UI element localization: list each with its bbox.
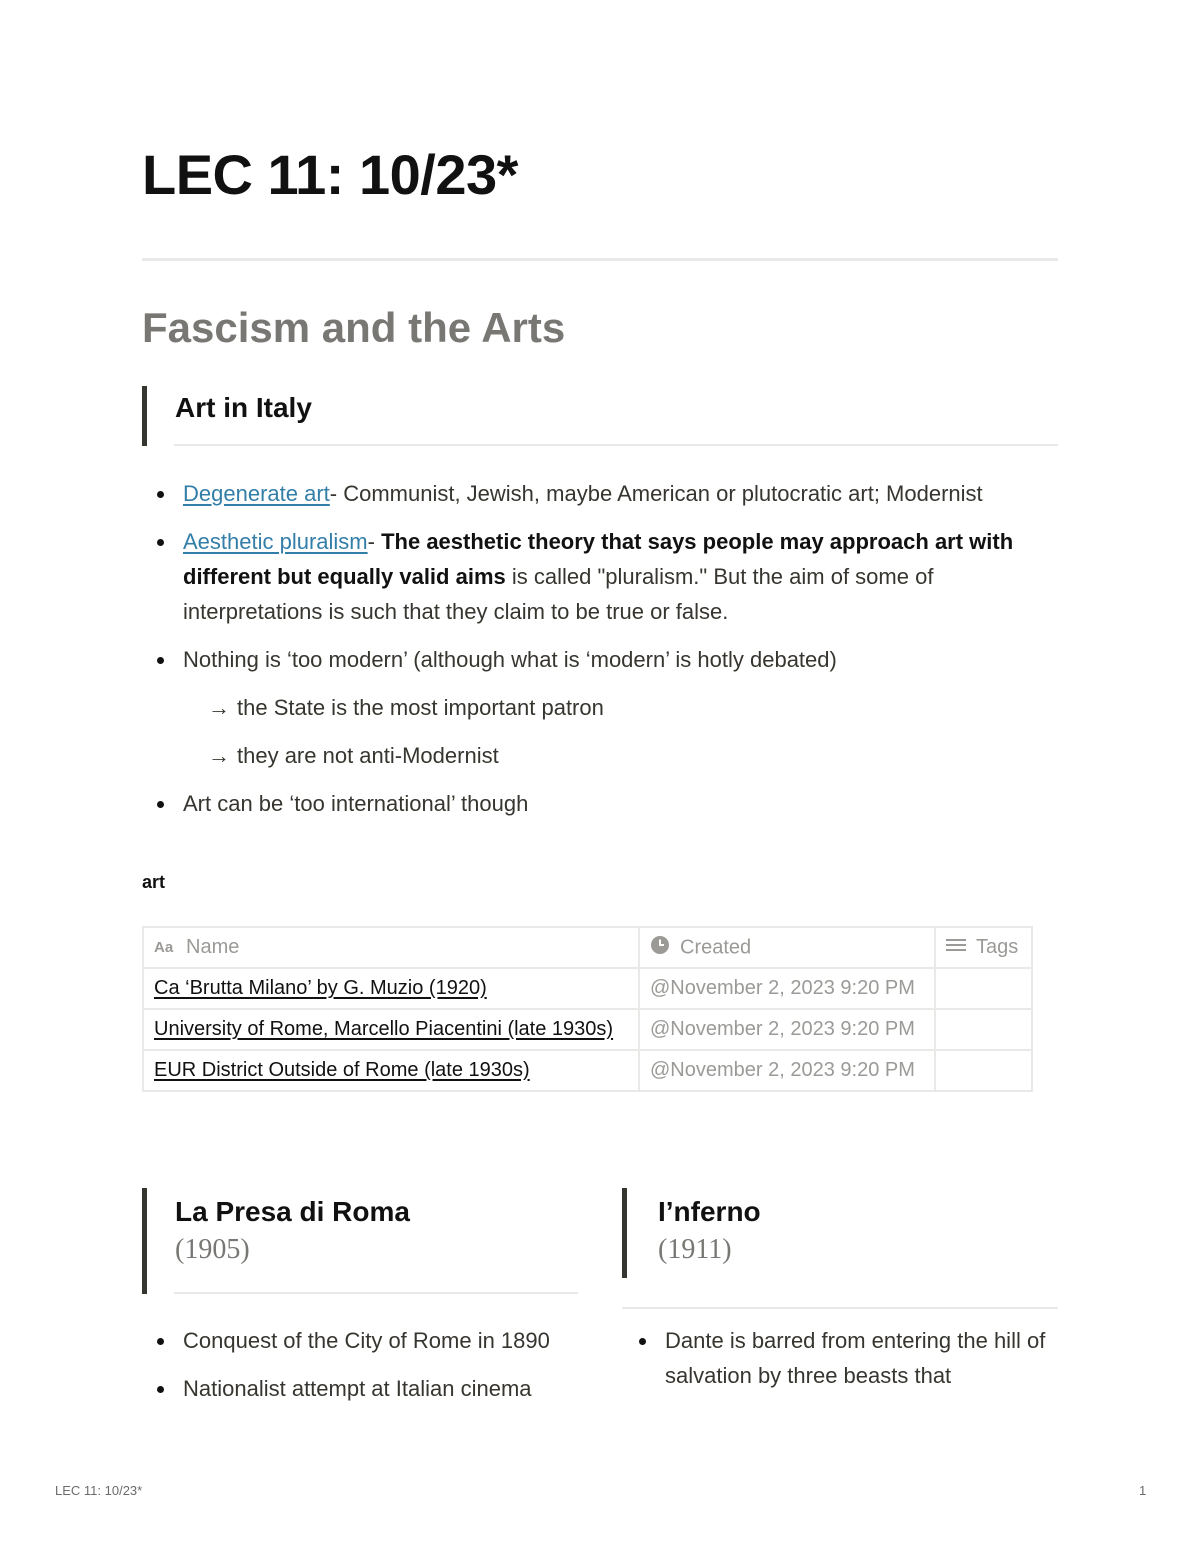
art-in-italy-heading: Art in Italy <box>175 392 312 423</box>
la-presa-di-roma-year: (1905) <box>175 1234 250 1265</box>
bullet-dot <box>157 491 164 498</box>
arrow-right-icon: → <box>208 743 230 768</box>
list-item-text: Conquest of the City of Rome in 1890 <box>183 1328 550 1353</box>
art-database-table <box>142 926 1033 1092</box>
list-item-text: they are not anti-Modernist <box>237 743 499 768</box>
row-name[interactable]: University of Rome, Marcello Piacentini (late 1930s) <box>143 1009 639 1050</box>
list-item-bold-text: The aesthetic theory that says people may approach art with different but equally valid aims <box>183 529 1014 589</box>
page-title: LEC 11: 10/23* <box>142 143 518 206</box>
text-property-icon <box>154 936 176 959</box>
footer-page-number: 1 <box>1139 1483 1147 1498</box>
la-presa-di-roma-title: La Presa di Roma <box>175 1196 410 1227</box>
database-title[interactable]: art <box>142 872 166 892</box>
list-item <box>142 786 1052 821</box>
arrow-right-icon: → <box>208 695 230 720</box>
list-item-text: - Communist, Jewish, maybe American or plutocratic art; Modernist <box>329 481 983 506</box>
row-created: @November 2, 2023 9:20 PM <box>639 968 935 1009</box>
column-header-name[interactable]: Aa Name <box>143 927 639 968</box>
table-header-row <box>143 927 1032 968</box>
row-tags[interactable] <box>935 1009 1032 1050</box>
list-item <box>142 738 1052 773</box>
bullet-dot <box>157 1386 164 1393</box>
bullet-dot <box>157 539 164 546</box>
list-item <box>142 690 1052 725</box>
bullet-dot <box>157 657 164 664</box>
list-item-text: Nothing is ‘too modern’ (although what is ‘modern’ is hotly debated) <box>183 647 837 672</box>
degenerate-art-link[interactable]: Degenerate art <box>183 481 330 506</box>
clock-icon <box>650 935 670 961</box>
la-presa-di-roma-callout <box>142 1188 410 1294</box>
section-heading: Fascism and the Arts <box>142 304 566 351</box>
list-item-text: Art can be ‘too international’ though <box>183 791 529 816</box>
svg-text:Aa: Aa <box>154 939 174 954</box>
column-header-tags[interactable]: Tags <box>935 927 1032 968</box>
list-item <box>142 476 1052 511</box>
inferno-year: (1911) <box>658 1234 732 1265</box>
art-in-italy-callout <box>142 386 312 446</box>
footer-document-title: LEC 11: 10/23* <box>55 1483 143 1498</box>
art-in-italy-divider <box>174 444 1058 446</box>
inferno-title: I’nferno <box>658 1196 761 1227</box>
row-tags[interactable] <box>935 968 1032 1009</box>
table-row[interactable] <box>143 1050 1032 1091</box>
list-item <box>624 1323 1060 1393</box>
list-item <box>142 1371 592 1406</box>
list-item <box>142 642 1052 677</box>
art-in-italy-list <box>142 476 1052 834</box>
la-presa-di-roma-list <box>142 1323 592 1419</box>
row-name[interactable]: EUR District Outside of Rome (late 1930s) <box>143 1050 639 1091</box>
bullet-dot <box>639 1338 646 1345</box>
row-created: @November 2, 2023 9:20 PM <box>639 1050 935 1091</box>
column-header-created[interactable]: Created <box>639 927 935 968</box>
list-item-dash: - <box>367 529 382 554</box>
inferno-divider <box>622 1307 1058 1309</box>
list-icon <box>946 936 966 959</box>
inferno-list <box>624 1323 1060 1406</box>
list-item <box>142 1323 592 1358</box>
inferno-callout <box>622 1188 761 1278</box>
table-row[interactable] <box>143 968 1032 1009</box>
title-divider <box>142 258 1058 261</box>
la-presa-di-roma-divider <box>174 1292 578 1294</box>
list-item <box>142 524 1052 629</box>
row-created: @November 2, 2023 9:20 PM <box>639 1009 935 1050</box>
table-row[interactable] <box>143 1009 1032 1050</box>
list-item-text: Nationalist attempt at Italian cinema <box>183 1376 532 1401</box>
list-item-text: is called "pluralism." But the aim of some of interpretations is such that they claim to be true or false. <box>183 564 934 624</box>
row-name[interactable]: Ca ‘Brutta Milano’ by G. Muzio (1920) <box>143 968 639 1009</box>
bullet-dot <box>157 1338 164 1345</box>
list-item-text: Dante is barred from entering the hill of salvation by three beasts that <box>665 1328 1046 1388</box>
row-tags[interactable] <box>935 1050 1032 1091</box>
aesthetic-pluralism-link[interactable]: Aesthetic pluralism <box>183 529 368 554</box>
list-item-text: the State is the most important patron <box>237 695 604 720</box>
bullet-dot <box>157 801 164 808</box>
